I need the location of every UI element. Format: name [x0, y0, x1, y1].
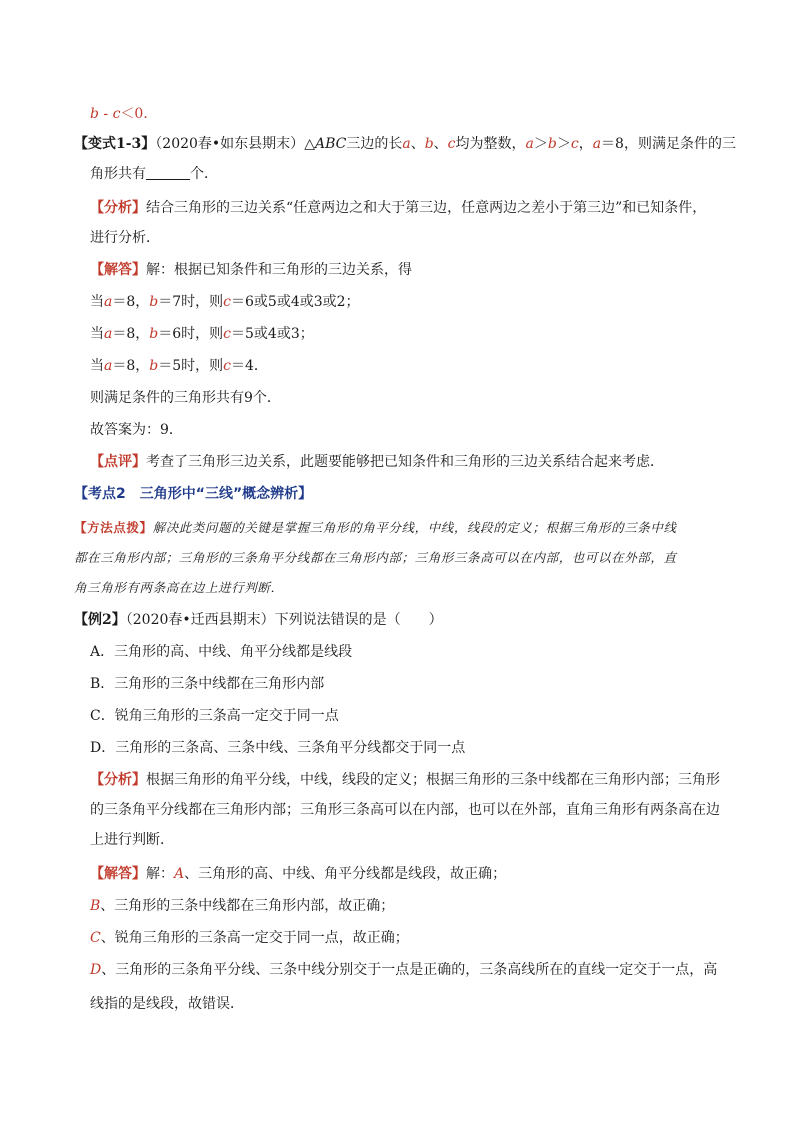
eq-a: a — [592, 136, 602, 152]
ineq-c: c — [570, 136, 579, 152]
q-pre: △ — [304, 136, 315, 152]
variant-label: 【变式1-3】 — [74, 136, 156, 152]
q-line2-post: 个． — [190, 166, 218, 182]
answer-intro: 解：根据已知条件和三角形的三边关系，得 — [146, 262, 412, 278]
case2-m3: ＝5或4或3； — [231, 326, 314, 342]
case2-c: c — [223, 326, 232, 342]
q-mid1: 三边的长 — [346, 136, 403, 152]
var-b: b — [424, 136, 434, 152]
section-title: 【考点2 三角形中“三线”概念辨析】 — [74, 486, 313, 502]
case1-b: b — [149, 294, 159, 310]
variant-question-line2 — [90, 164, 218, 184]
conclusion — [90, 388, 281, 408]
case1-m1: ＝8， — [112, 294, 150, 310]
example2-answer-c — [90, 928, 409, 948]
comment-text: 考查了三角形三边关系，此题要能够把已知条件和三角形的三边关系结合起来考虑． — [146, 454, 664, 470]
ansB-letter: B — [90, 898, 101, 914]
example2-question-text: 下列说法错误的是（ ） — [274, 612, 443, 628]
variant-analysis-line1 — [90, 198, 706, 218]
comment-label: 【点评】 — [90, 454, 146, 470]
ineq-b: b — [547, 136, 557, 152]
case2-m1: ＝8， — [112, 326, 150, 342]
section-heading — [74, 484, 312, 504]
ansD-text1: 、三角形的三条角平分线、三条中线分别交于一点是正确的，三条高线所在的直线一定交于一点，高 — [101, 962, 718, 978]
case3-b: b — [149, 358, 159, 374]
q-mid2: 均为整数， — [455, 136, 526, 152]
case2-pre: 当 — [90, 326, 104, 342]
example2-answer-b — [90, 896, 394, 916]
gt2: ＞ — [556, 136, 571, 152]
option-a — [90, 642, 352, 662]
variant-comment — [90, 452, 664, 472]
option-b-text: B．三角形的三条中线都在三角形内部 — [90, 676, 325, 692]
eq-val: ＝8，则满足条件的三 — [601, 136, 736, 152]
conclusion-text: 则满足条件的三角形共有9个． — [90, 390, 281, 406]
var-a: a — [402, 136, 411, 152]
variant-answer-intro — [90, 260, 412, 280]
example2-analysis-text2: 的三条角平分线都在三角形内部；三角形三条高可以在内部，也可以在外部，直角三角形有两条高在边 — [90, 802, 720, 818]
example2-question — [74, 610, 443, 630]
case1-m3: ＝6或5或4或3或2； — [231, 294, 360, 310]
method-line1 — [74, 518, 677, 538]
ansA-pre: 解： — [146, 866, 174, 882]
analysis-text2: 进行分析． — [90, 230, 160, 246]
example2-answer-d-line2 — [90, 994, 244, 1014]
top-rest: ＜0． — [120, 106, 158, 122]
option-b — [90, 674, 324, 694]
case3-a: a — [104, 358, 113, 374]
example2-answer-a — [90, 864, 506, 884]
case1-c: c — [223, 294, 232, 310]
abc-symbol: ABC — [314, 136, 347, 152]
example2-analysis-text3: 上进行判断． — [90, 832, 174, 848]
method-text1: 解决此类问题的关键是掌握三角形的角平分线，中线，线段的定义；根据三角形的三条中线 — [152, 520, 677, 535]
example2-answer-label: 【解答】 — [90, 866, 146, 882]
case-1 — [90, 292, 360, 312]
case-2 — [90, 324, 314, 344]
example2-answer-d-line1 — [90, 960, 717, 980]
answer-label: 【解答】 — [90, 262, 146, 278]
example2-analysis-line1 — [90, 770, 720, 790]
case3-c: c — [223, 358, 232, 374]
option-c-text: C．锐角三角形的三条高一定交于同一点 — [90, 708, 339, 724]
analysis-text1: 结合三角形的三边关系“任意两边之和大于第三边，任意两边之差小于第三边”和已知条件， — [146, 200, 707, 216]
option-d — [90, 738, 465, 758]
case-3 — [90, 356, 268, 376]
option-a-text: A．三角形的高、中线、角平分线都是线段 — [90, 644, 353, 660]
example2-label: 【例2】 — [74, 612, 126, 628]
case3-m1: ＝8， — [112, 358, 150, 374]
top-expr: b - c — [90, 106, 121, 122]
answer-blank — [146, 165, 190, 180]
ansA-text: 、三角形的高、中线、角平分线都是线段，故正确； — [184, 866, 507, 882]
case3-m3: ＝4． — [231, 358, 268, 374]
variant-analysis-line2 — [90, 228, 160, 248]
example2-analysis-line3 — [90, 830, 174, 850]
final-text: 故答案为：9． — [90, 422, 183, 438]
example2-source: （2020春•迁西县期末） — [125, 612, 275, 628]
method-text2: 都在三角形内部；三角形的三条角平分线都在三角形内部；三角形三条高可以在内部，也可以在外部，直 — [74, 550, 677, 565]
ansD-letter: D — [90, 962, 102, 978]
case1-m2: ＝7时，则 — [158, 294, 224, 310]
example2-analysis-line2 — [90, 800, 720, 820]
example2-analysis-text1: 根据三角形的角平分线，中线，线段的定义；根据三角形的三条中线都在三角形内部；三角形 — [146, 772, 720, 788]
ansB-text: 、三角形的三条中线都在三角形内部，故正确； — [100, 898, 395, 914]
gt1: ＞ — [533, 136, 548, 152]
option-c — [90, 706, 339, 726]
case2-a: a — [104, 326, 113, 342]
comma: ， — [578, 136, 593, 152]
case3-m2: ＝5时，则 — [158, 358, 224, 374]
option-d-text: D．三角形的三条高、三条中线、三条角平分线都交于同一点 — [90, 740, 466, 756]
variant-question-line1 — [74, 134, 736, 154]
var-c: c — [447, 136, 456, 152]
method-label: 【方法点拨】 — [74, 520, 153, 535]
method-line2 — [74, 548, 677, 568]
ansC-text: 、锐角三角形的三条高一定交于同一点，故正确； — [100, 930, 409, 946]
variant-source: （2020春•如东县期末） — [155, 136, 305, 152]
case2-b: b — [149, 326, 159, 342]
final-answer — [90, 420, 183, 440]
analysis-label: 【分析】 — [90, 200, 146, 216]
ineq-a: a — [525, 136, 534, 152]
method-line3 — [74, 578, 284, 598]
example2-analysis-label: 【分析】 — [90, 772, 146, 788]
sep1: 、 — [410, 136, 425, 152]
case3-pre: 当 — [90, 358, 104, 374]
method-text3: 角三角形有两条高在边上进行判断． — [74, 580, 284, 595]
ansC-letter: C — [90, 930, 101, 946]
q-line2-pre: 角形共有 — [90, 166, 146, 182]
top-line — [90, 104, 157, 124]
case1-a: a — [104, 294, 113, 310]
case2-m2: ＝6时，则 — [158, 326, 224, 342]
ansA-letter: A — [174, 866, 185, 882]
sep2: 、 — [433, 136, 448, 152]
ansD-text2: 线指的是线段，故错误． — [90, 996, 244, 1012]
case1-pre: 当 — [90, 294, 104, 310]
